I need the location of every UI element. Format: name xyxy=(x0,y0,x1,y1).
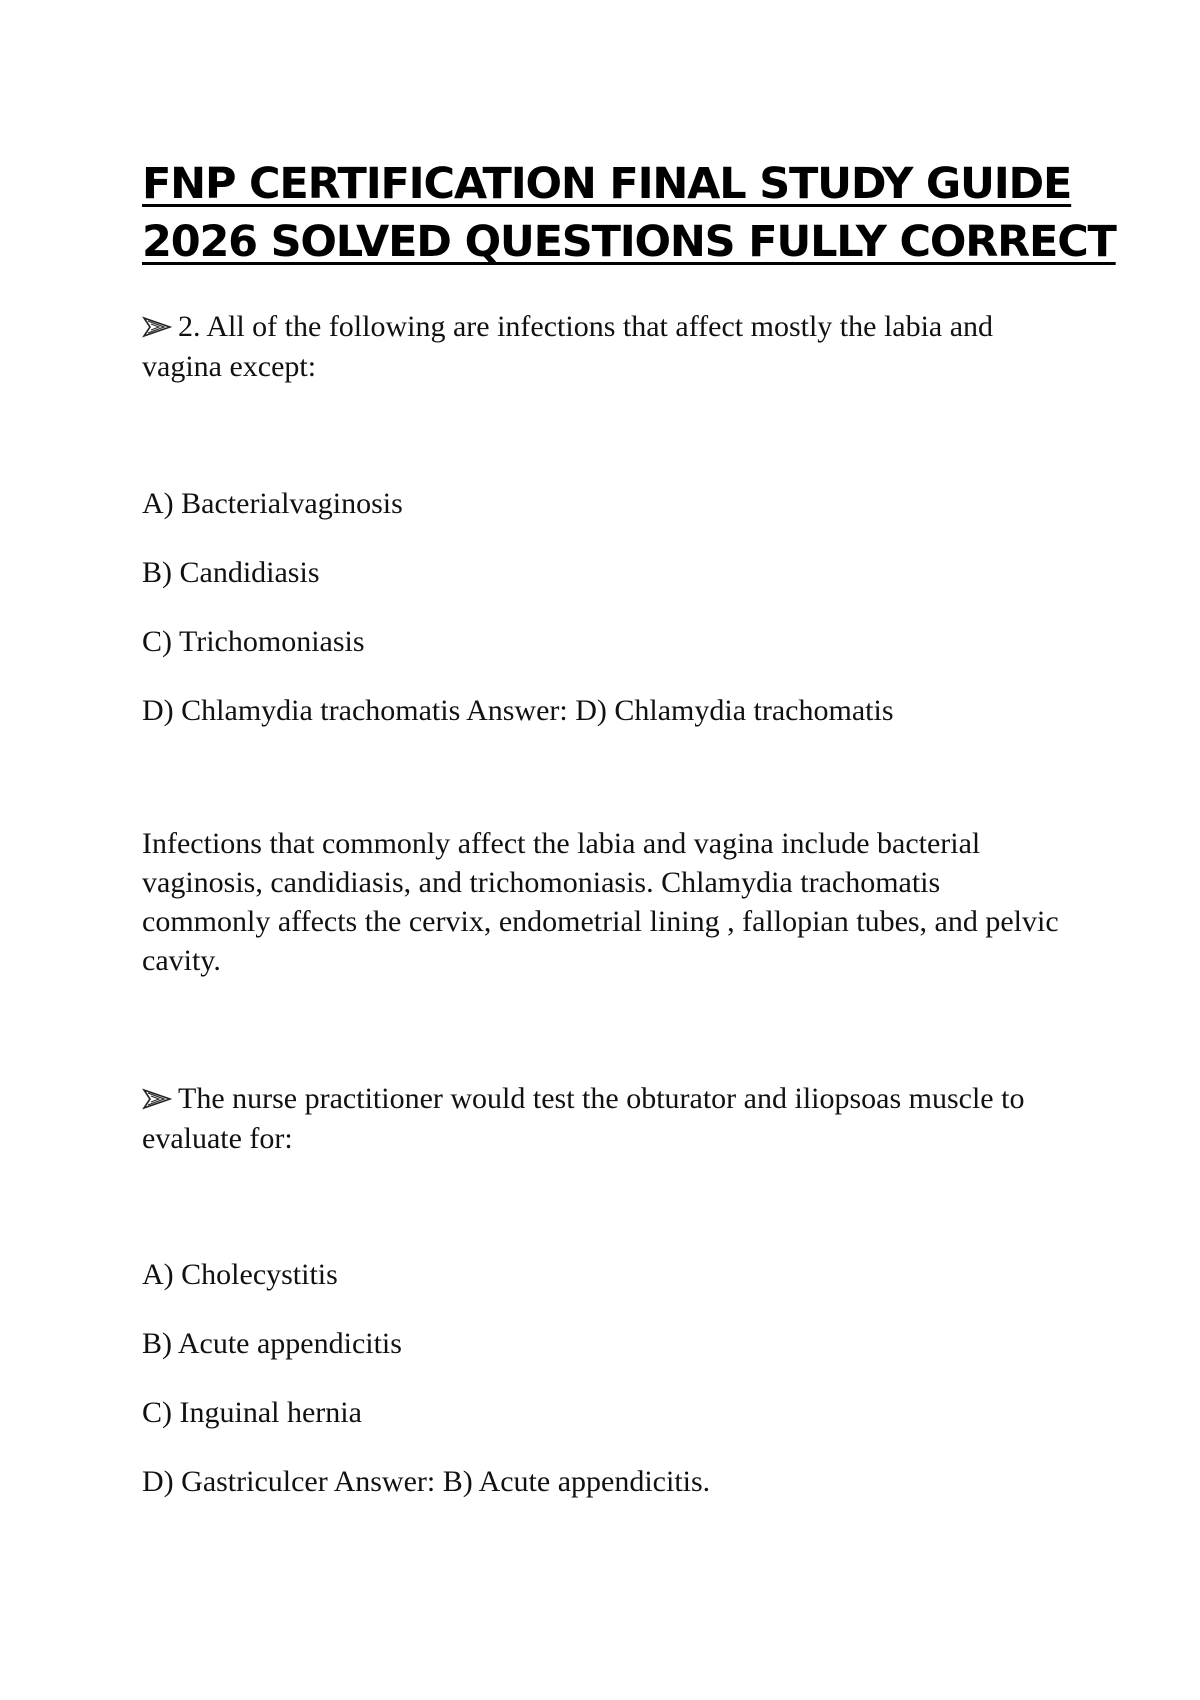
arrowhead-bullet-icon xyxy=(142,316,172,338)
question-2-options xyxy=(142,1255,1072,1502)
question-2 xyxy=(142,1079,1072,1159)
question-2-option-c: C) Inguinal hernia xyxy=(142,1396,362,1429)
question-2-option-d-answer: D) Gastriculcer Answer: B) Acute appendicitis. xyxy=(142,1465,711,1498)
question-1-options xyxy=(142,484,1072,731)
question-1-option-c: C) Trichomoniasis xyxy=(142,625,365,658)
question-1-option-a: A) Bacterialvaginosis xyxy=(142,487,403,520)
arrowhead-bullet-icon xyxy=(142,1088,172,1110)
question-1-option-d-answer: D) Chlamydia trachomatis Answer: D) Chlamydia trachomatis xyxy=(142,694,894,727)
question-1-text: 2. All of the following are infections that affect mostly the labia and vagina except: xyxy=(142,310,994,383)
question-1 xyxy=(142,307,1072,387)
document-title xyxy=(142,155,1116,271)
study-guide-content xyxy=(142,155,1116,1502)
question-2-option-b: B) Acute appendicitis xyxy=(142,1327,402,1360)
question-1-explanation: Infections that commonly affect the labia and vagina include bacterial vaginosis, candidiasis, and trichomoniasis. Chlamydia trachomatis commonly affects the cervix, endometrial lining , fallopian tubes, and pelvic cavity. xyxy=(142,827,1059,977)
question-1-option-b: B) Candidiasis xyxy=(142,556,320,589)
title-line-2: 2026 SOLVED QUESTIONS FULLY CORRECT xyxy=(142,217,1116,267)
question-2-text: The nurse practitioner would test the obturator and iliopsoas muscle to evaluate for: xyxy=(142,1082,1025,1155)
title-line-1: FNP CERTIFICATION FINAL STUDY GUIDE xyxy=(142,159,1072,209)
question-2-option-a: A) Cholecystitis xyxy=(142,1258,338,1291)
